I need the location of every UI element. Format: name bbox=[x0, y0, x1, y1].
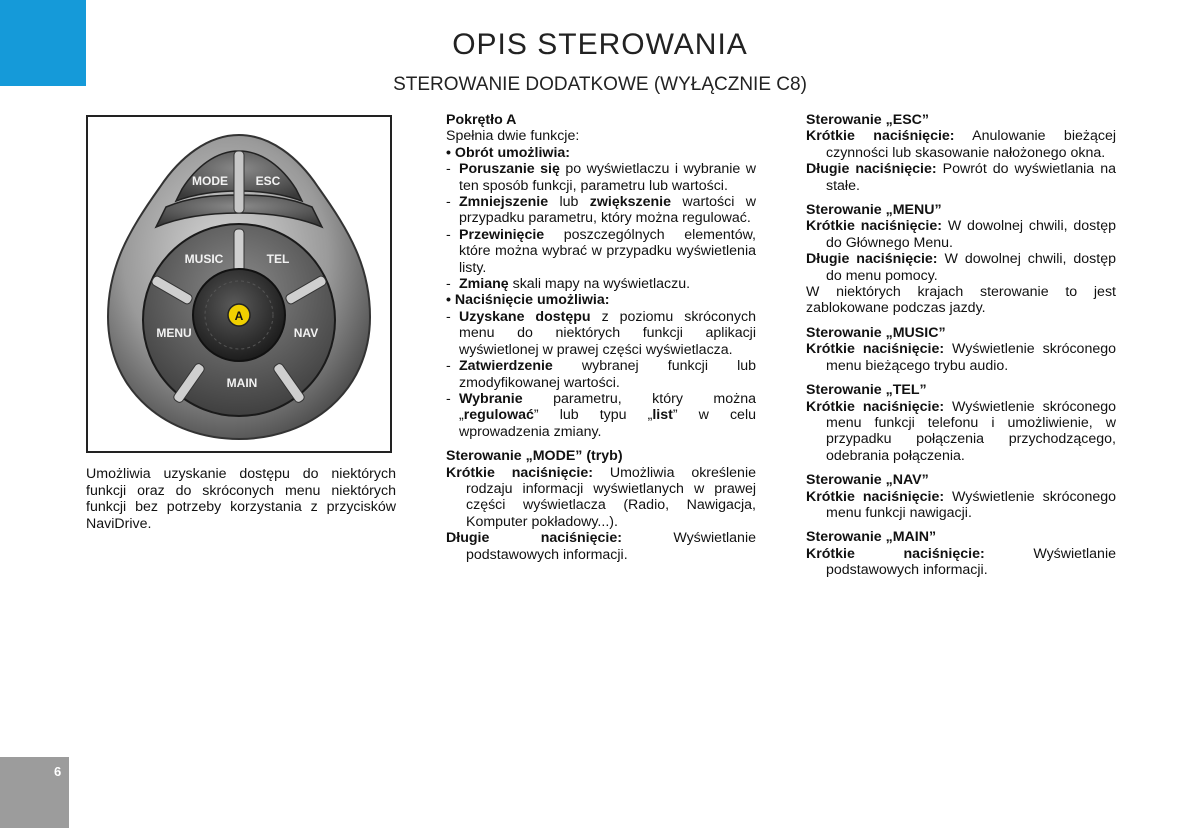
list-item: - Wybranie parametru, który można „regulować” lub typu „list” w celu wprowadzenia zmiany. bbox=[446, 390, 756, 440]
control-entry: Krótkie naciśnięcie: Wyświetlenie skróconego menu funkcji nawigacji. bbox=[806, 488, 1116, 521]
control-entry: Krótkie naciśnięcie: Wyświetlenie skróconego menu funkcji telefonu i umożliwienie, w przypadku połączenia przychodzącego, odebrania połączenia. bbox=[806, 398, 1116, 464]
list-item: - Poruszanie się po wyświetlaczu i wybranie w ten sposób funkcji, parametru lub wartości. bbox=[446, 161, 756, 194]
control-heading-music: Sterowanie „MUSIC” bbox=[806, 324, 946, 341]
control-pad-illustration bbox=[88, 117, 390, 451]
list-item: - Zmianę skali mapy na wyświetlaczu. bbox=[446, 276, 691, 293]
nav-button[interactable]: NAV bbox=[293, 326, 319, 340]
top-divider bbox=[234, 151, 244, 213]
knob-heading: Pokrętło A bbox=[446, 112, 517, 128]
controls-column bbox=[806, 112, 1116, 579]
page-subtitle: STEROWANIE DODATKOWE (WYŁĄCZNIE C8) bbox=[393, 74, 807, 95]
control-entry: Krótkie naciśnięcie: Umożliwia określenie rodzaju informacji wyświetlanych w prawej części wyświetlacza (Radio, Nawigacja, Komputer pokładowy...). bbox=[446, 464, 756, 530]
control-entry: Długie naciśnięcie: Powrót do wyświetlania na stałe. bbox=[806, 161, 1116, 194]
control-heading-mode: Sterowanie „MODE” (tryb) bbox=[446, 448, 623, 465]
control-heading-menu: Sterowanie „MENU” bbox=[806, 202, 942, 219]
control-heading-nav: Sterowanie „NAV” bbox=[806, 472, 929, 489]
page-number: 6 bbox=[54, 764, 62, 779]
press-label: Naciśnięcie umożliwia: bbox=[454, 292, 610, 309]
control-entry: Krótkie naciśnięcie: W dowolnej chwili, dostęp do Głównego Menu. bbox=[806, 218, 1116, 251]
rotation-label: Obrót umożliwia: bbox=[454, 144, 570, 161]
control-entry: Krótkie naciśnięcie: Wyświetlanie podstawowych informacji. bbox=[806, 545, 1116, 579]
control-entry: Krótkie naciśnięcie: Anulowanie bieżącej czynności lub skasowanie nałożonego okna. bbox=[806, 128, 1116, 161]
menu-button[interactable]: MENU bbox=[156, 326, 192, 340]
list-item: - Zatwierdzenie wybranej funkcji lub zmodyfikowanej wartości. bbox=[446, 358, 756, 391]
list-item: - Zmniejszenie lub zwiększenie wartości w przypadku parametru, który można regulować. bbox=[446, 194, 756, 227]
steering-control-figure bbox=[86, 115, 392, 453]
control-entry: Krótkie naciśnięcie: Wyświetlenie skróconego menu bieżącego trybu audio. bbox=[806, 341, 1116, 374]
control-note: W niektórych krajach sterowanie to jest zablokowane podczas jazdy. bbox=[806, 284, 1116, 317]
control-heading-esc: Sterowanie „ESC” bbox=[806, 112, 929, 128]
tel-button[interactable]: TEL bbox=[266, 252, 290, 266]
page-title-text: OPIS STEROWANIA bbox=[452, 28, 748, 61]
page-title bbox=[0, 28, 1200, 62]
main-button[interactable]: MAIN bbox=[226, 376, 258, 390]
rotation-bullet: • Obrót umożliwia: bbox=[446, 144, 570, 161]
control-entry: Długie naciśnięcie: Wyświetlanie podstawowych informacji. bbox=[446, 530, 756, 563]
control-entry: Długie naciśnięcie: W dowolnej chwili, dostęp do menu pomocy. bbox=[806, 251, 1116, 284]
list-item: - Uzyskane dostępu z poziomu skróconych menu do niektórych funkcji aplikacji wyświetlonej w prawej części wyświetlacza. bbox=[446, 308, 756, 358]
esc-button[interactable]: ESC bbox=[255, 174, 281, 188]
control-heading-tel: Sterowanie „TEL” bbox=[806, 382, 927, 399]
knob-description-column bbox=[446, 112, 756, 563]
knob-intro: Spełnia dwie funkcje: bbox=[446, 128, 580, 145]
control-heading-main: Sterowanie „MAIN” bbox=[806, 529, 937, 546]
press-bullet: • Naciśnięcie umożliwia: bbox=[446, 292, 610, 309]
list-item: - Przewinięcie poszczególnych elementów, które można wybrać w przypadku wyświetlenia listy. bbox=[446, 226, 756, 276]
figure-caption: Umożliwia uzyskanie dostępu do niektórych funkcji oraz do skróconych menu niektórych funkcji bez potrzeby korzystania z przycisków NaviDrive. bbox=[86, 466, 396, 532]
music-button[interactable]: MUSIC bbox=[184, 252, 224, 266]
mode-button[interactable]: MODE bbox=[192, 174, 228, 188]
knob-label: A bbox=[234, 309, 244, 323]
